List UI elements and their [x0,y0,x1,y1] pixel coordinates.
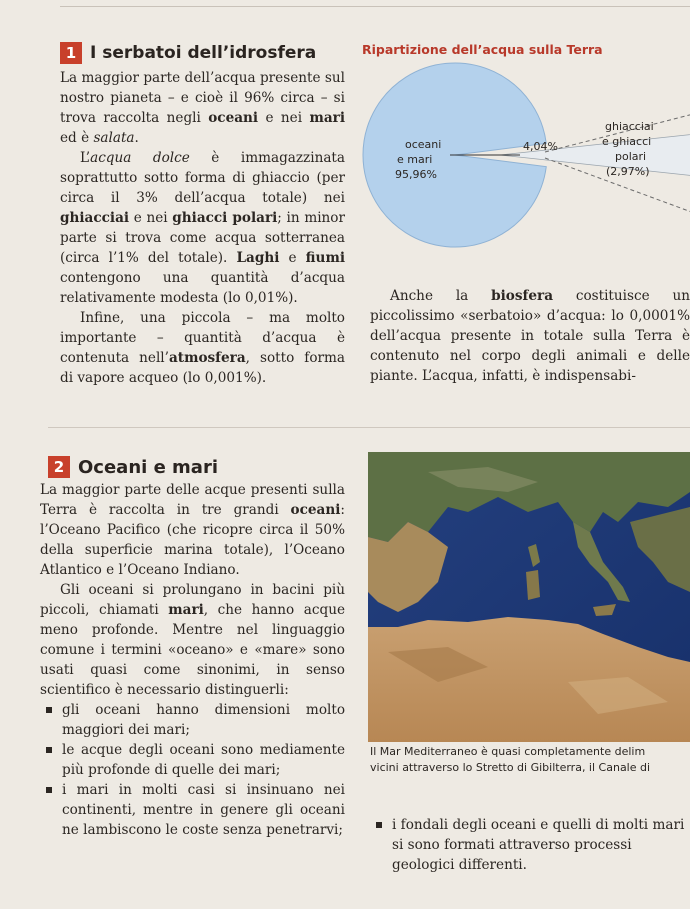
section2-heading [48,456,218,478]
label-oceans-line1: oceani [405,138,442,151]
section2-right-bullets [370,815,690,875]
section1-heading [60,42,316,64]
section-divider [48,427,690,428]
bullet-item: gli oceani hanno dimensioni molto maggiori dei mari; [40,700,345,740]
map-caption-line2: vicini attraverso lo Stretto di Gibilterra, il Canale di [370,761,651,774]
map-caption [370,744,690,776]
section2-left-column [40,480,345,840]
section1-paragraph-3: Infine, una piccola – ma molto importante – quantità d’acqua è contenuta nell’atmosfera, sotto forma di vapore acqueo (lo 0,001%). [60,310,345,386]
label-ice-line3: polari [615,150,647,163]
bullet-item: i mari in molti casi si insinuano nei continenti, mentre in genere gli oceani ne lambiscono le coste senza penetrarvi; [40,780,345,840]
water-distribution-pie-chart [355,60,690,280]
section2-bullet-list [40,700,345,840]
section1-right-column [370,286,690,386]
section1-paragraph-1: La maggior parte dell’acqua presente sul nostro pianeta – e cioè il 96% circa – si trova raccolta negli oceani e nei mari ed è salata. [60,70,345,146]
mediterranean-map-image [368,452,690,742]
label-oceans-value: 95,96% [395,168,437,181]
top-rule [60,6,690,7]
bullet-item: i fondali degli oceani e quelli di molti mari si sono formati attraverso processi geologici differenti. [370,815,690,875]
label-ice-line1: ghiacciai [605,120,654,133]
label-oceans-line2: e mari [397,153,433,166]
map-caption-line1: Il Mar Mediterraneo è quasi completamente delim [370,745,646,758]
section2-paragraph-1: La maggior parte delle acque presenti sulla Terra è raccolta in tre grandi oceani: l’Oceano Pacifico (che ricopre circa il 50% della superficie marina totale), l’Oceano Atlantico e l’Oceano Indiano. [40,482,345,578]
section1-paragraph-4: Anche la biosfera costituisce un piccolissimo «serbatoio» d’acqua: lo 0,0001% dell’acqua presente in totale sulla Terra è contenuto nel corpo degli animali e delle piante. L’acqua, infatti, è indispensabi- [370,288,690,384]
section1-number: 1 [60,42,82,64]
label-other-value: 4,04% [523,140,558,153]
section1-title: I serbatoi dell’idrosfera [90,43,317,63]
section2-number: 2 [48,456,70,478]
bullet-item: le acque degli oceani sono mediamente più profonde di quelle dei mari; [40,740,345,780]
section1-left-column [60,68,345,388]
label-ice-value: (2,97%) [606,165,650,178]
mediterranean-satellite-map [368,452,690,742]
chart-title: Ripartizione dell’acqua sulla Terra [362,42,603,57]
label-ice-line2: e ghiacci [602,135,652,148]
section2-title: Oceani e mari [78,456,219,478]
section1-paragraph-2: L’acqua dolce è immagazzinata soprattutto sotto forma di ghiaccio (per circa il 3% dell’acqua totale) nei ghiacciai e nei ghiacci polari; in minor parte si trova come acqua sotterranea (circa l’1% del totale). Laghi e fiumi contengono una quantità d’acqua relativamente modesta (lo 0,01%). [60,150,345,306]
section2-paragraph-2: Gli oceani si prolungano in bacini più piccoli, chiamati mari, che hanno acque meno profonde. Mentre nel linguaggio comune i termini «oceano» e «mare» sono usati quasi come sinonimi, in senso scientifico è necessario distinguerli: [40,582,345,698]
